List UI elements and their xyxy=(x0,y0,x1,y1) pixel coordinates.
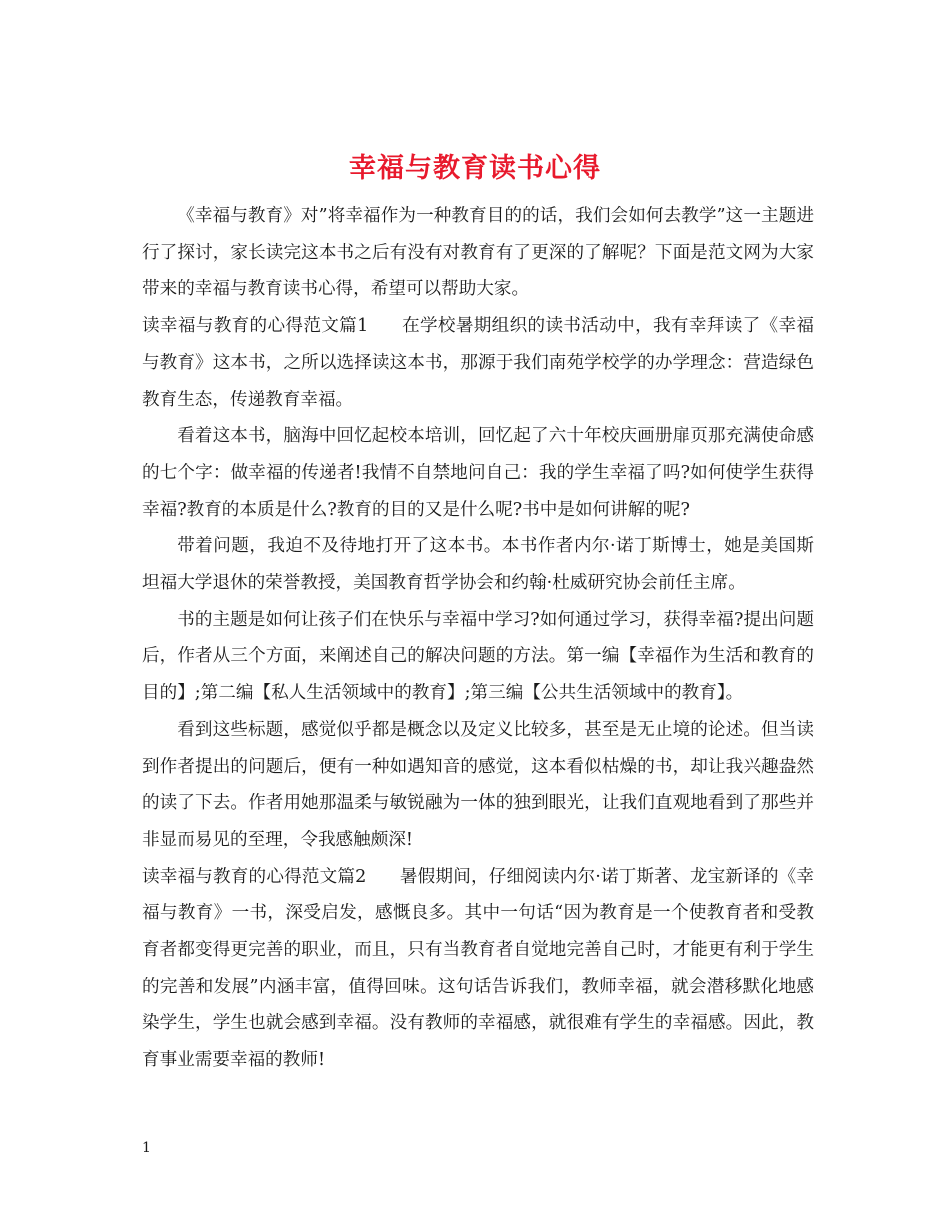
section-1-text: 在学校暑期组织的读书活动中，我有幸拜读了《幸福与教育》这本书，之所以选择读这本书，那源于我们南苑学校学的办学理念：营造绿色教育生态，传递教育幸福。 xyxy=(142,316,814,410)
document-title: 幸福与教育读书心得 xyxy=(349,153,601,185)
paragraph-2: 看着这本书，脑海中回忆起校本培训，回忆起了六十年校庆画册扉页那充满使命感的七个字：做幸福的传递者!我情不自禁地问自己：我的学生幸福了吗?如何使学生获得幸福?教育的本质是什么?教育的目的又是什么呢?书中是如何讲解的呢? xyxy=(142,426,814,520)
section-2-text: 暑假期间，仔细阅读内尔·诺丁斯著、龙宝新译的《幸福与教育》一书，深受启发，感慨良多。其中一句话“因为教育是一个使教育者和受教育者都变得更完善的职业，而且，只有当教育者自觉地完善自己时，才能更有利于学生的完善和发展”内涵丰富，值得回味。这句话告诉我们，教师幸福，就会潜移默化地感染学生，学生也就会感到幸福。没有教师的幸福感，就很难有学生的幸福感。因此，教育事业需要幸福的教师! xyxy=(142,866,814,1071)
paragraph-4: 书的主题是如何让孩子们在快乐与幸福中学习?如何通过学习，获得幸福?提出问题后，作者从三个方面，来阐述自己的解决问题的方法。第一编【幸福作为生活和教育的目的】;第二编【私人生活领域中的教育】;第三编【公共生活领域中的教育】。 xyxy=(142,609,814,704)
section-2-heading: 读幸福与教育的心得范文篇2 xyxy=(142,866,367,887)
section-2-paragraph xyxy=(142,859,814,1079)
paragraph-3: 带着问题，我迫不及待地打开了这本书。本书作者内尔·诺丁斯博士，她是美国斯坦福大学退休的荣誉教授，美国教育哲学协会和约翰·杜威研究协会前任主席。 xyxy=(142,536,814,594)
page-number: 1 xyxy=(142,1140,151,1156)
intro-paragraph: 《幸福与教育》对”将幸福作为一种教育目的的话，我们会如何去教学”这一主题进行了探讨，家长读完这本书之后有没有对教育有了更深的了解呢？下面是范文网为大家带来的幸福与教育读书心得，希望可以帮助大家。 xyxy=(142,206,814,300)
document-body xyxy=(142,198,814,1079)
section-1-paragraph xyxy=(142,308,814,418)
section-1-heading: 读幸福与教育的心得范文篇1 xyxy=(142,316,369,337)
paragraph-5: 看到这些标题，感觉似乎都是概念以及定义比较多，甚至是无止境的论述。但当读到作者提出的问题后，便有一种如遇知音的感觉，这本看似枯燥的书，却让我兴趣盎然的读了下去。作者用她那温柔与敏锐融为一体的独到眼光，让我们直观地看到了那些并非显而易见的至理，令我感触颇深! xyxy=(142,719,814,850)
